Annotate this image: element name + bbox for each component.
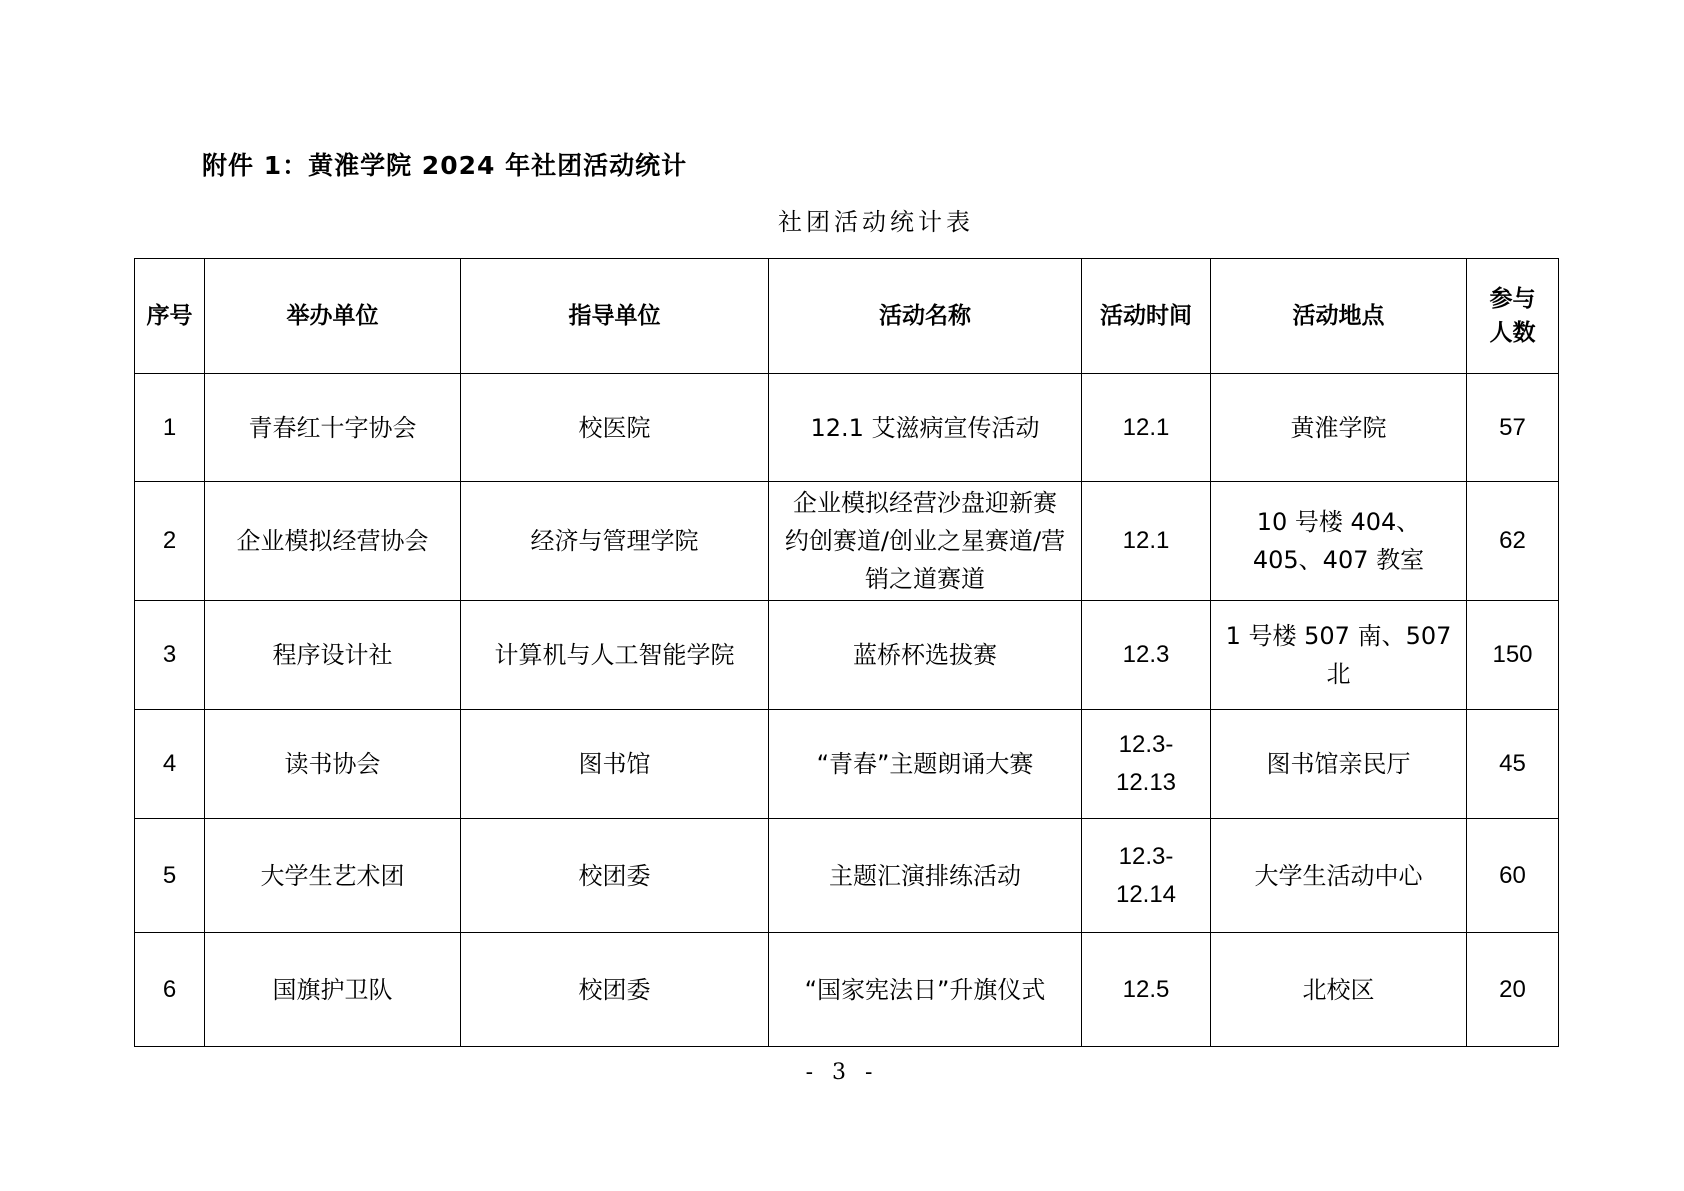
cell-supervisor: 经济与管理学院: [461, 482, 769, 601]
table-row: [135, 819, 1559, 933]
cell-activity-location: 大学生活动中心: [1211, 819, 1467, 933]
cell-supervisor: 校医院: [461, 374, 769, 482]
cell-supervisor: 校团委: [461, 933, 769, 1047]
cell-participants: 60: [1467, 819, 1559, 933]
cell-activity-name: 12.1 艾滋病宣传活动: [769, 374, 1082, 482]
page-number: - 3 -: [805, 1060, 879, 1085]
cell-activity-time: 12.1: [1082, 374, 1211, 482]
activity-stats-table: [134, 258, 1559, 1047]
cell-activity-time: 12.1: [1082, 482, 1211, 601]
cell-activity-time: 12.3: [1082, 601, 1211, 710]
cell-activity-time: 12.5: [1082, 933, 1211, 1047]
cell-organizer: 读书协会: [205, 710, 461, 819]
table-row: [135, 482, 1559, 601]
cell-participants: 150: [1467, 601, 1559, 710]
cell-participants: 62: [1467, 482, 1559, 601]
cell-index: 4: [135, 710, 205, 819]
table-row: [135, 601, 1559, 710]
cell-activity-name: “国家宪法日”升旗仪式: [769, 933, 1082, 1047]
cell-participants: 57: [1467, 374, 1559, 482]
cell-activity-name: “青春”主题朗诵大赛: [769, 710, 1082, 819]
cell-index: 1: [135, 374, 205, 482]
cell-activity-name: 企业模拟经营沙盘迎新赛约创赛道/创业之星赛道/营销之道赛道: [769, 482, 1082, 601]
header-supervisor: 指导单位: [461, 259, 769, 374]
table-row: [135, 374, 1559, 482]
cell-index: 2: [135, 482, 205, 601]
cell-participants: 45: [1467, 710, 1559, 819]
cell-activity-name: 主题汇演排练活动: [769, 819, 1082, 933]
cell-organizer: 国旗护卫队: [205, 933, 461, 1047]
cell-supervisor: 校团委: [461, 819, 769, 933]
cell-activity-time: 12.3-12.13: [1082, 710, 1211, 819]
cell-organizer: 企业模拟经营协会: [205, 482, 461, 601]
header-participants: 参与人数: [1467, 259, 1559, 374]
cell-activity-location: 黄淮学院: [1211, 374, 1467, 482]
cell-activity-location: 10 号楼 404、405、407 教室: [1211, 482, 1467, 601]
cell-organizer: 大学生艺术团: [205, 819, 461, 933]
cell-index: 6: [135, 933, 205, 1047]
header-activity-location: 活动地点: [1211, 259, 1467, 374]
cell-index: 3: [135, 601, 205, 710]
table-row: [135, 933, 1559, 1047]
document-heading: 附件 1：黄淮学院 2024 年社团活动统计: [202, 151, 688, 180]
cell-activity-name: 蓝桥杯选拔赛: [769, 601, 1082, 710]
cell-activity-location: 图书馆亲民厅: [1211, 710, 1467, 819]
table-title: 社团活动统计表: [778, 208, 974, 236]
cell-supervisor: 计算机与人工智能学院: [461, 601, 769, 710]
cell-activity-time: 12.3-12.14: [1082, 819, 1211, 933]
table-row: [135, 710, 1559, 819]
cell-organizer: 青春红十字协会: [205, 374, 461, 482]
cell-activity-location: 北校区: [1211, 933, 1467, 1047]
cell-supervisor: 图书馆: [461, 710, 769, 819]
header-organizer: 举办单位: [205, 259, 461, 374]
cell-participants: 20: [1467, 933, 1559, 1047]
header-activity-name: 活动名称: [769, 259, 1082, 374]
header-index: 序号: [135, 259, 205, 374]
cell-activity-location: 1 号楼 507 南、507 北: [1211, 601, 1467, 710]
cell-index: 5: [135, 819, 205, 933]
header-activity-time: 活动时间: [1082, 259, 1211, 374]
cell-organizer: 程序设计社: [205, 601, 461, 710]
table-header-row: [135, 259, 1559, 374]
